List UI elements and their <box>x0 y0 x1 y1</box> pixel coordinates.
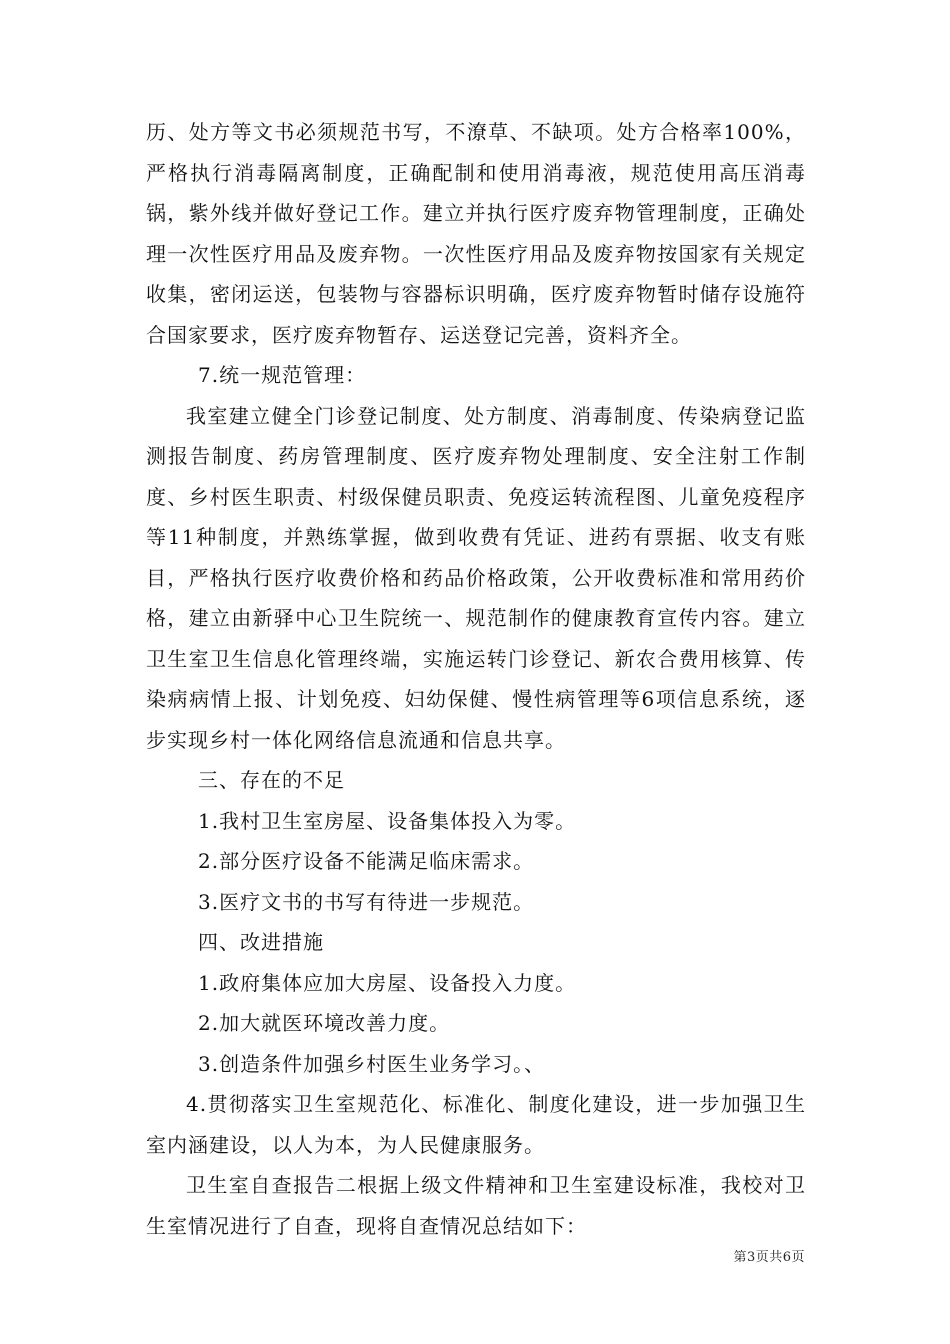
list-item-shortcoming-2: 2.部分医疗设备不能满足临床需求。 <box>198 849 535 873</box>
list-item-shortcoming-1: 1.我村卫生室房屋、设备集体投入为零。 <box>198 808 577 833</box>
list-item-improvement-3: 3.创造条件加强乡村医生业务学习。、 <box>198 1051 546 1076</box>
document-body <box>146 112 806 1246</box>
paragraph-report-two-intro: 卫生室自查报告二根据上级文件精神和卫生室建设标准，我校对卫生室情况进行了自查，现将自查情况总结如下： <box>146 1173 806 1238</box>
paragraph-management-systems: 我室建立健全门诊登记制度、处方制度、消毒制度、传染病登记监测报告制度、药房管理制度、医疗废弃物处理制度、安全注射工作制度、乡村医生职责、村级保健员职责、免疫运转流程图、儿童免疫程序等11种制度，并熟练掌握，做到收费有凭证、进药有票据、收支有账目，严格执行医疗收费价格和药品价格政策，公开收费标准和常用药价格，建立由新驿中心卫生院统一、规范制作的健康教育宣传内容。建立卫生室卫生信息化管理终端，实施运转门诊登记、新农合费用核算、传染病病情上报、计划免疫、妇幼保健、慢性病管理等6项信息系统，逐步实现乡村一体化网络信息流通和信息共享。 <box>146 403 806 752</box>
paragraph-hygiene-records: 历、处方等文书必须规范书写，不潦草、不缺项。处方合格率100%，严格执行消毒隔离制度，正确配制和使用消毒液，规范使用高压消毒锅，紫外线并做好登记工作。建立并执行医疗废弃物管理制度，正确处理一次性医疗用品及废弃物。一次性医疗用品及废弃物按国家有关规定收集，密闭运送，包装物与容器标识明确，医疗废弃物暂时储存设施符合国家要求，医疗废弃物暂存、运送登记完善，资料齐全。 <box>146 120 806 347</box>
list-item-improvement-4: 4.贯彻落实卫生室规范化、标准化、制度化建设，进一步加强卫生室内涵建设，以人为本，为人民健康服务。 <box>146 1092 806 1157</box>
list-item-improvement-2: 2.加大就医环境改善力度。 <box>198 1011 451 1035</box>
list-item-improvement-1: 1.政府集体应加大房屋、设备投入力度。 <box>198 970 577 995</box>
section-heading-shortcomings: 三、存在的不足 <box>198 768 345 792</box>
section-heading-unified-management: 7.统一规范管理： <box>198 363 367 387</box>
section-heading-improvements: 四、改进措施 <box>198 930 324 954</box>
list-item-shortcoming-3: 3.医疗文书的书写有待进一步规范。 <box>198 889 535 914</box>
page-number: 第3页共6页 <box>733 1250 805 1265</box>
